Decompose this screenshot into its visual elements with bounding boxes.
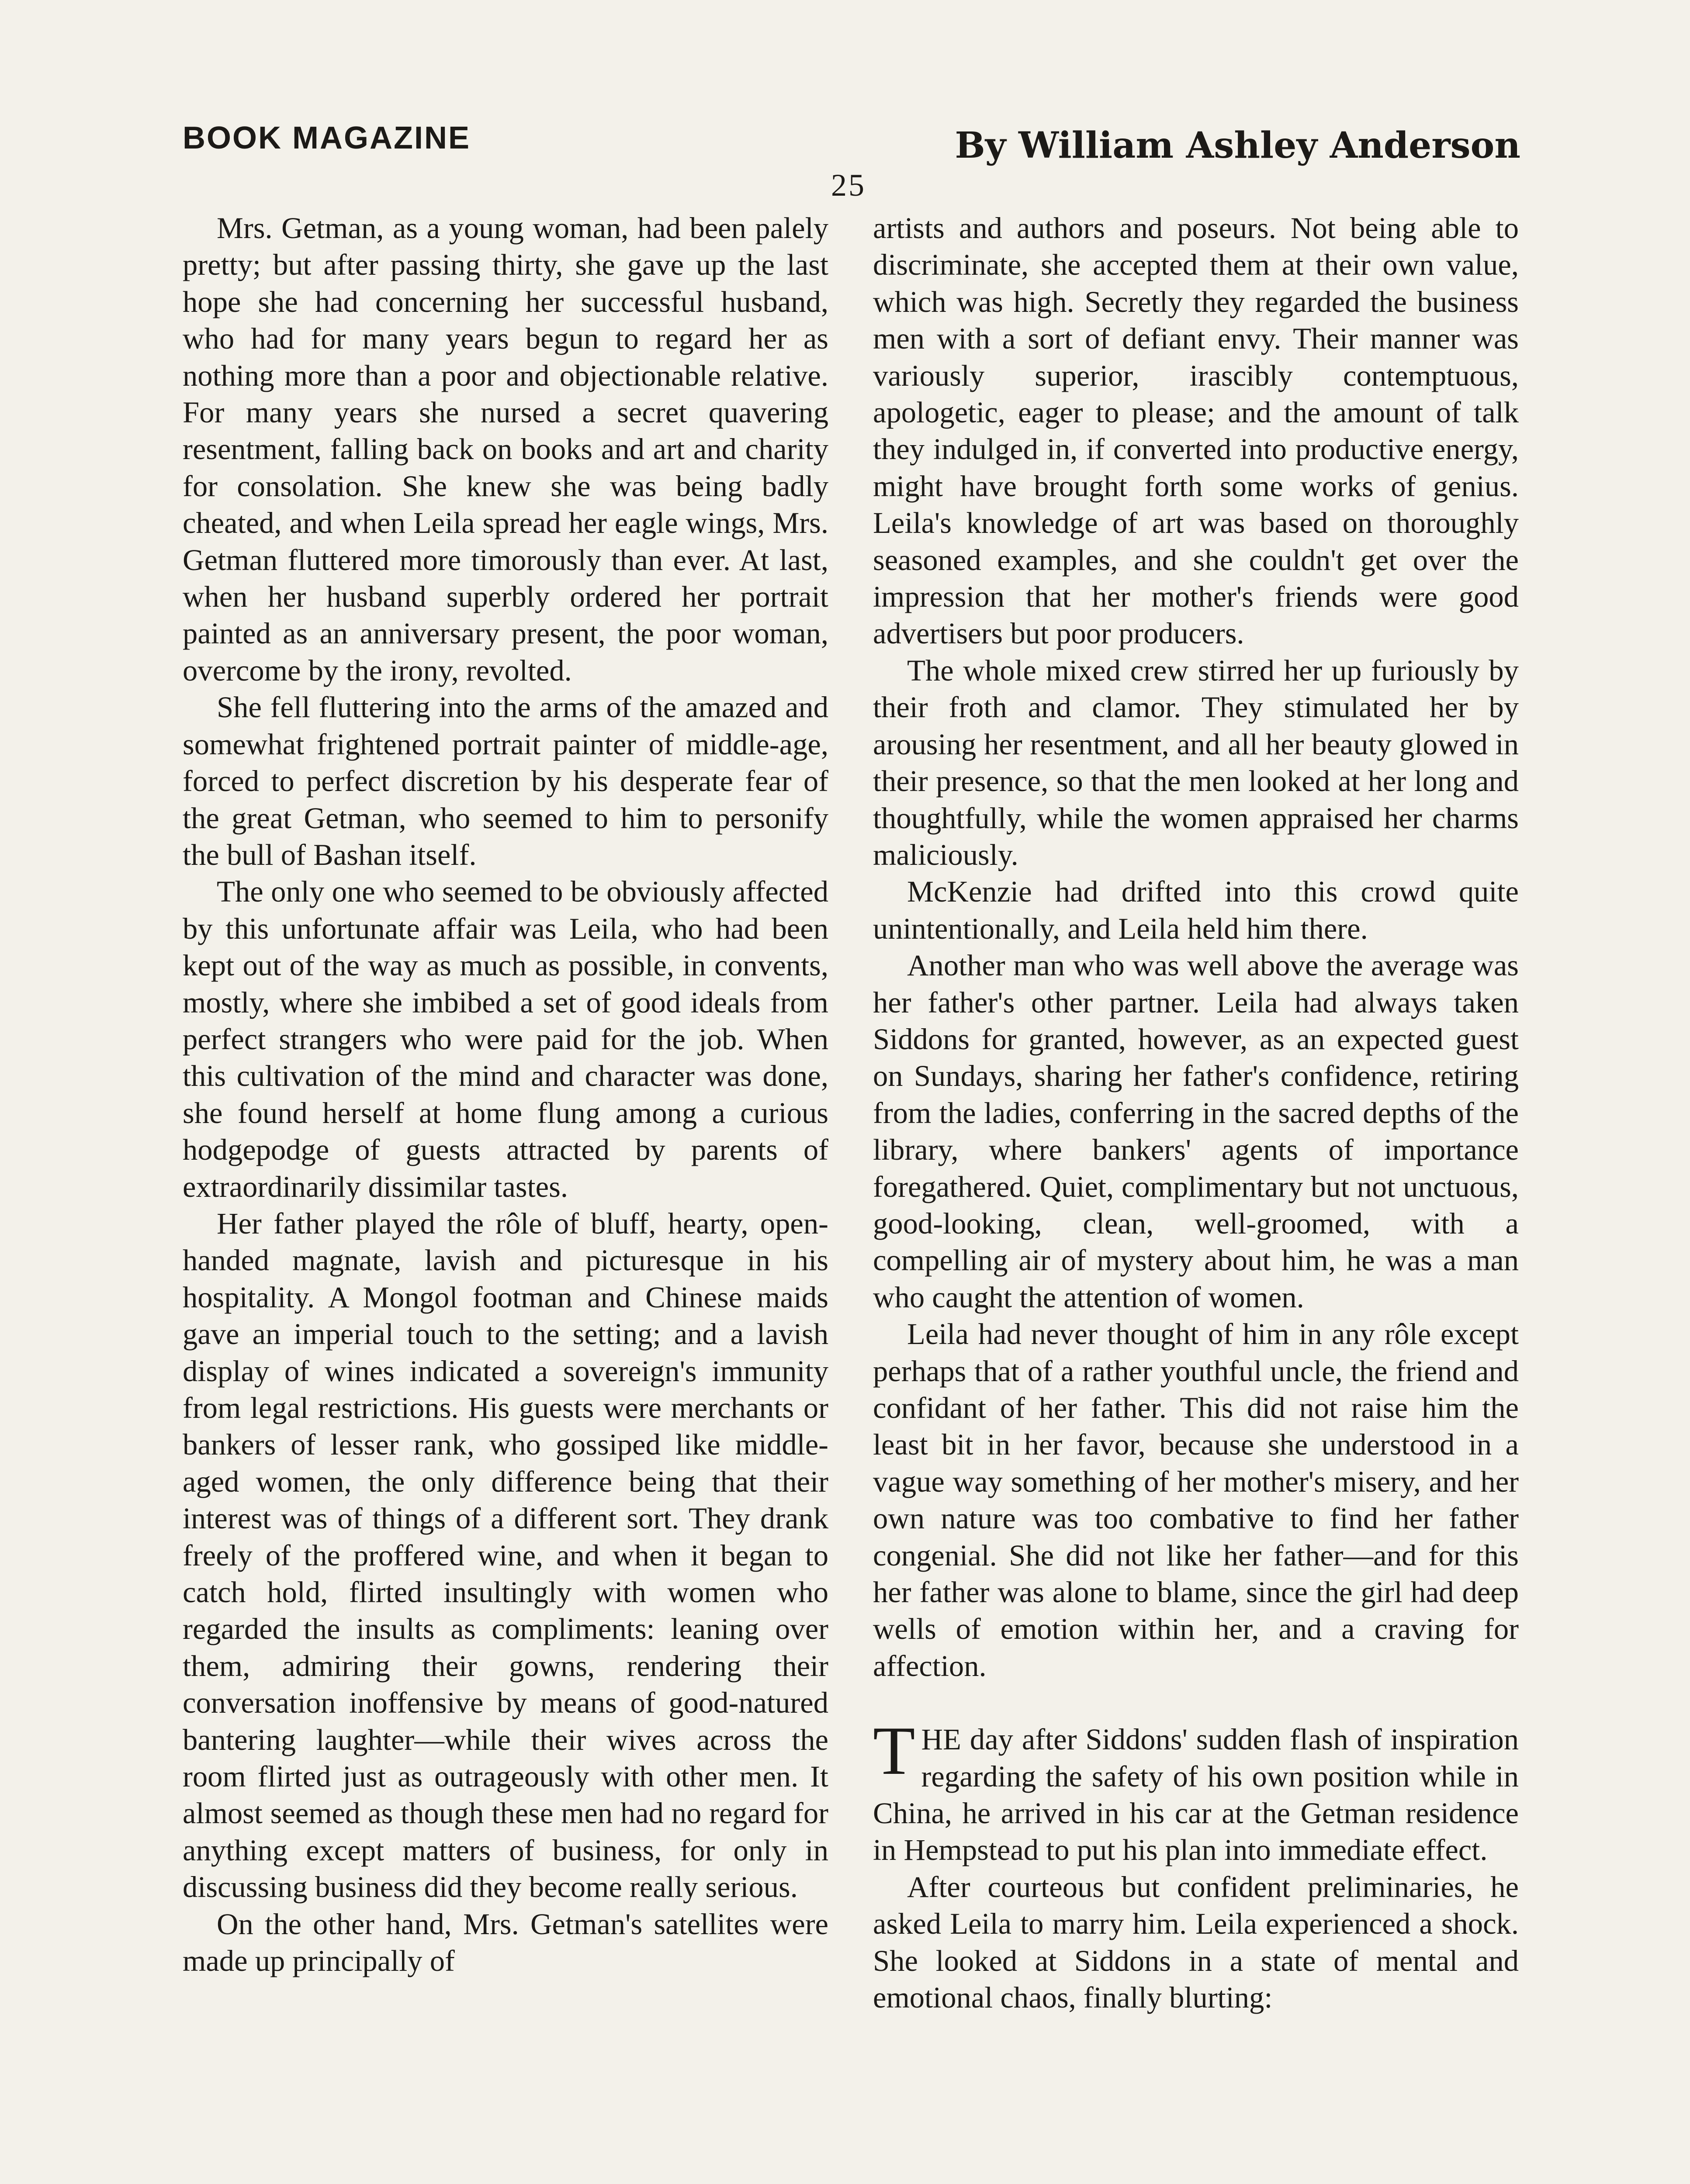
paragraph: McKenzie had drifted into this crowd quite unintentionally, and Leila held him there. bbox=[873, 875, 1519, 945]
paragraph: Her father played the rôle of bluff, hearty, open-handed magnate, lavish and picturesque in his hospitality. A Mongol footman and Chinese maids gave an imperial touch to the setting; and a lavish display of wines indicated a sovereign's immunity from legal restrictions. His guests were merchants or bankers of lesser rank, who gossiped like middle-aged women, the only difference being that their interest was of things of a different sort. They drank freely of the proffered wine, and when it began to catch hold, flirted insultingly with women who regarded the insults as compliments: leaning over them, admiring their gowns, rendering their conversation inoffensive by means of good-natured bantering laughter—while their wives across the room flirted just as outrageously with other men. It almost seemed as though these men had no regard for anything except matters of business, for only in discussing business did they become really serious. bbox=[183, 1206, 828, 1904]
right-column bbox=[873, 210, 1519, 2016]
paragraph: Leila had never thought of him in any rôle except perhaps that of a rather youthful uncle, the friend and confidant of her father. This did not raise him the least bit in her favor, because she understood in a vague way something of her mother's misery, and her own nature was too combative to find her father congenial. She did not like her father—and for this her father was alone to blame, since the girl had deep wells of emotion within her, and a craving for affection. bbox=[873, 1317, 1519, 1683]
paragraph: After courteous but confident preliminaries, he asked Leila to marry him. Leila experienced a shock. She looked at Siddons in a state of mental and emotional chaos, finally blurting: bbox=[873, 1870, 1519, 2015]
paragraph: The only one who seemed to be obviously affected by this unfortunate affair was Leila, who had been kept out of the way as much as possible, in convents, mostly, where she imbibed a set of good ideals from perfect strangers who were paid for the job. When this cultivation of the mind and character was done, she found herself at home flung among a curious hodgepodge of guests attracted by parents of extraordinarily dissimilar tastes. bbox=[183, 875, 828, 1203]
section-opening-text: HE day after Siddons' sudden flash of inspiration regarding the safety of his own position while in China, he arrived in his car at the Getman residence in Hempstead to put his plan into immediate effect. bbox=[873, 1723, 1519, 1867]
paragraph: artists and authors and poseurs. Not being able to discriminate, she accepted them at their own value, which was high. Secretly they regarded the business men with a sort of defiant envy. Their manner was variously superior, irascibly contemptuous, apologetic, eager to please; and the amount of talk they indulged in, if converted into productive energy, might have brought forth some works of genius. Leila's knowledge of art was based on thoroughly seasoned examples, and she couldn't get over the impression that her mother's friends were good advertisers but poor producers. bbox=[873, 211, 1519, 650]
section-opening-paragraph bbox=[873, 1713, 1519, 1869]
left-column bbox=[183, 210, 828, 1980]
paragraph: Another man who was well above the average was her father's other partner. Leila had always taken Siddons for granted, however, as an expected guest on Sundays, sharing her father's confidence, retiring from the ladies, conferring in the sacred depths of the library, where bankers' agents of importance foregathered. Quiet, complimentary but not unctuous, good-looking, clean, well-groomed, with a compelling air of mystery about him, he was a man who caught the attention of women. bbox=[873, 949, 1519, 1314]
paragraph: The whole mixed crew stirred her up furiously by their froth and clamor. They stimulated her by arousing her resentment, and all her beauty glowed in their presence, so that the men looked at her long and thoughtfully, while the women appraised her charms maliciously. bbox=[873, 653, 1519, 871]
magazine-title: BOOK MAGAZINE bbox=[183, 121, 471, 156]
drop-cap: T bbox=[873, 1713, 915, 1790]
paragraph: Mrs. Getman, as a young woman, had been palely pretty; but after passing thirty, she gave up the last hope she had concerning her successful husband, who had for many years begun to regard her as nothing more than a poor and objectionable relative. For many years she nursed a secret quavering resentment, falling back on books and art and charity for consolation. She knew she was being badly cheated, and when Leila spread her eagle wings, Mrs. Getman fluttered more timorously than ever. At last, when her husband superbly ordered her portrait painted as an anniversary present, the poor woman, overcome by the irony, revolted. bbox=[183, 211, 828, 687]
paragraph: She fell fluttering into the arms of the amazed and somewhat frightened portrait painter of middle-age, forced to perfect discretion by his desperate fear of the great Getman, who seemed to him to personify the bull of Bashan itself. bbox=[183, 691, 828, 871]
paragraph: On the other hand, Mrs. Getman's satellites were made up principally of bbox=[183, 1907, 828, 1978]
author-byline: By William Ashley Anderson bbox=[955, 124, 1520, 166]
page-number: 25 bbox=[831, 168, 866, 203]
